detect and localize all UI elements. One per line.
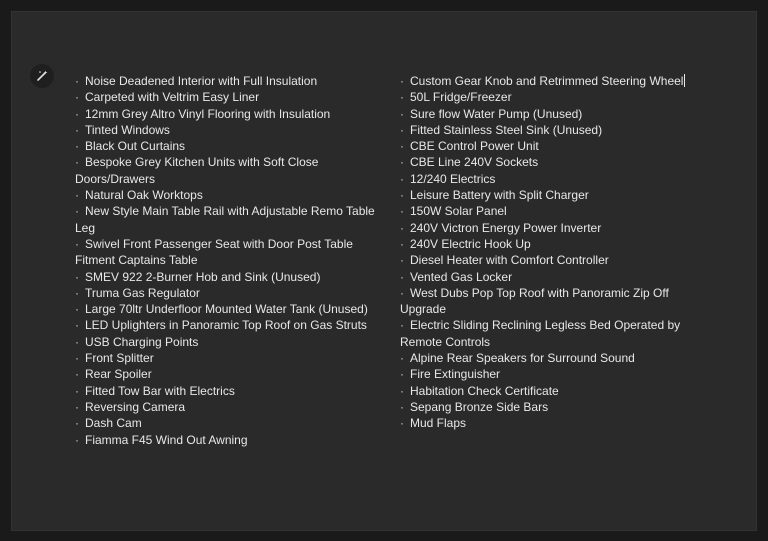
bullet: ·: [75, 367, 79, 382]
bullet: ·: [400, 269, 404, 284]
list-item-text: CBE Control Power Unit: [410, 139, 539, 154]
bullet: ·: [400, 351, 404, 366]
bullet: ·: [75, 74, 79, 88]
list-item: [400, 220, 700, 236]
list-item: [400, 366, 700, 382]
list-item-text: Mud Flaps: [410, 416, 467, 431]
list-item-text: Diesel Heater with Comfort Controller: [410, 253, 609, 268]
bullet: ·: [400, 220, 404, 235]
list-item: [75, 301, 375, 317]
list-item: [400, 154, 700, 170]
list-item: [75, 350, 375, 366]
list-item: [75, 269, 375, 285]
list-item-text: 240V Victron Energy Power Inverter: [410, 220, 602, 235]
list-item: [400, 399, 700, 415]
list-item: [400, 106, 700, 122]
bullet: ·: [75, 139, 79, 154]
list-item-text: SMEV 922 2-Burner Hob and Sink (Unused): [85, 269, 321, 284]
list-item: [75, 415, 375, 431]
list-item-text: Large 70ltr Underfloor Mounted Water Tank (Unused): [85, 302, 368, 317]
bullet: ·: [400, 253, 404, 268]
list-item-text: Custom Gear Knob and Retrimmed Steering Wheel: [410, 74, 684, 88]
list-item: [75, 138, 375, 154]
list-item-text: 50L Fridge/Freezer: [410, 90, 512, 105]
list-item: [75, 89, 375, 105]
bullet: ·: [75, 334, 79, 349]
list-item: [400, 138, 700, 154]
list-item: [400, 285, 700, 318]
bullet: ·: [400, 285, 404, 300]
list-item: [75, 432, 375, 448]
list-item-text: 150W Solar Panel: [410, 204, 507, 219]
feature-list-left[interactable]: [75, 73, 375, 448]
list-item: [400, 252, 700, 268]
list-item-text: 12mm Grey Altro Vinyl Flooring with Insulation: [85, 106, 331, 121]
bullet: ·: [75, 285, 79, 300]
list-item-text: Black Out Curtains: [85, 139, 186, 154]
list-item-text: Fire Extinguisher: [410, 367, 501, 382]
bullet: ·: [75, 318, 79, 333]
list-item-text: Swivel Front Passenger Seat with Door Post Table Fitment Captains Table: [75, 236, 353, 268]
list-item-text: Front Splitter: [85, 351, 154, 366]
list-item-text: Sure flow Water Pump (Unused): [410, 106, 583, 121]
bullet: ·: [75, 302, 79, 317]
list-item-text: Tinted Windows: [85, 122, 170, 137]
list-item-text: Fitted Tow Bar with Electrics: [85, 383, 235, 398]
list-item: [75, 236, 375, 269]
list-item: [400, 383, 700, 399]
bullet: ·: [75, 106, 79, 121]
bullet: ·: [400, 106, 404, 121]
edit-button[interactable]: [30, 64, 54, 88]
list-item: [75, 203, 375, 236]
list-item: [400, 89, 700, 105]
bullet: ·: [400, 399, 404, 414]
list-item: [75, 383, 375, 399]
list-item: [75, 106, 375, 122]
bullet: ·: [75, 90, 79, 105]
bullet: ·: [400, 188, 404, 203]
bullet: ·: [75, 204, 79, 219]
list-item-text: Habitation Check Certificate: [410, 383, 559, 398]
list-item: [75, 285, 375, 301]
bullet: ·: [75, 399, 79, 414]
list-item: [400, 415, 700, 431]
bullet: ·: [75, 432, 79, 447]
bullet: ·: [400, 74, 404, 88]
list-item-text: 240V Electric Hook Up: [410, 236, 531, 251]
list-item-text: Carpeted with Veltrim Easy Liner: [85, 90, 260, 105]
bullet: ·: [75, 416, 79, 431]
bullet: ·: [400, 236, 404, 251]
list-item: [75, 122, 375, 138]
text-cursor: [684, 74, 685, 87]
bullet: ·: [75, 269, 79, 284]
list-item-text: Sepang Bronze Side Bars: [410, 399, 549, 414]
list-item-text: Natural Oak Worktops: [85, 188, 203, 203]
pencil-sparkle-icon: [35, 69, 49, 83]
bullet: ·: [75, 351, 79, 366]
list-item-text: Fiamma F45 Wind Out Awning: [85, 432, 248, 447]
bullet: ·: [400, 367, 404, 382]
list-item-text: West Dubs Pop Top Roof with Panoramic Zip Off Upgrade: [400, 285, 669, 317]
list-item: [75, 317, 375, 333]
list-item: [75, 154, 375, 187]
list-item: [75, 366, 375, 382]
list-item-text: Alpine Rear Speakers for Surround Sound: [410, 351, 635, 366]
bullet: ·: [400, 204, 404, 219]
bullet: ·: [400, 318, 404, 333]
bullet: ·: [75, 236, 79, 251]
list-item: [400, 73, 700, 89]
list-item-text: New Style Main Table Rail with Adjustable Remo Table Leg: [75, 204, 375, 235]
bullet: ·: [400, 416, 404, 431]
list-item-text: USB Charging Points: [85, 334, 199, 349]
list-item: [400, 122, 700, 138]
list-item-text: LED Uplighters in Panoramic Top Roof on Gas Struts: [85, 318, 367, 333]
list-item-text: 12/240 Electrics: [410, 171, 496, 186]
bullet: ·: [75, 155, 79, 170]
bullet: ·: [75, 383, 79, 398]
list-item: [400, 171, 700, 187]
list-item-text: Truma Gas Regulator: [85, 285, 200, 300]
list-item-text: Dash Cam: [85, 416, 142, 431]
list-item: [400, 350, 700, 366]
list-item-text: Vented Gas Locker: [410, 269, 513, 284]
list-item-text: Noise Deadened Interior with Full Insulation: [85, 74, 318, 88]
feature-list-right[interactable]: [400, 73, 700, 432]
list-item: [75, 187, 375, 203]
bullet: ·: [400, 155, 404, 170]
bullet: ·: [400, 90, 404, 105]
list-item-text: Reversing Camera: [85, 399, 186, 414]
list-item-text: CBE Line 240V Sockets: [410, 155, 539, 170]
list-item-text: Fitted Stainless Steel Sink (Unused): [410, 122, 603, 137]
list-item: [75, 334, 375, 350]
list-item: [400, 269, 700, 285]
document-canvas[interactable]: [11, 11, 757, 531]
list-item-text: Electric Sliding Reclining Legless Bed Operated by Remote Controls: [400, 318, 681, 349]
list-item: [400, 317, 700, 350]
bullet: ·: [75, 188, 79, 203]
bullet: ·: [400, 383, 404, 398]
list-item: [75, 399, 375, 415]
list-item: [400, 236, 700, 252]
list-item-text: Rear Spoiler: [85, 367, 152, 382]
list-item-text: Leisure Battery with Split Charger: [410, 188, 589, 203]
list-item: [400, 187, 700, 203]
bullet: ·: [75, 122, 79, 137]
bullet: ·: [400, 122, 404, 137]
list-item-text: Bespoke Grey Kitchen Units with Soft Close Doors/Drawers: [75, 155, 319, 186]
bullet: ·: [400, 139, 404, 154]
list-item: [75, 73, 375, 89]
list-item: [400, 203, 700, 219]
bullet: ·: [400, 171, 404, 186]
